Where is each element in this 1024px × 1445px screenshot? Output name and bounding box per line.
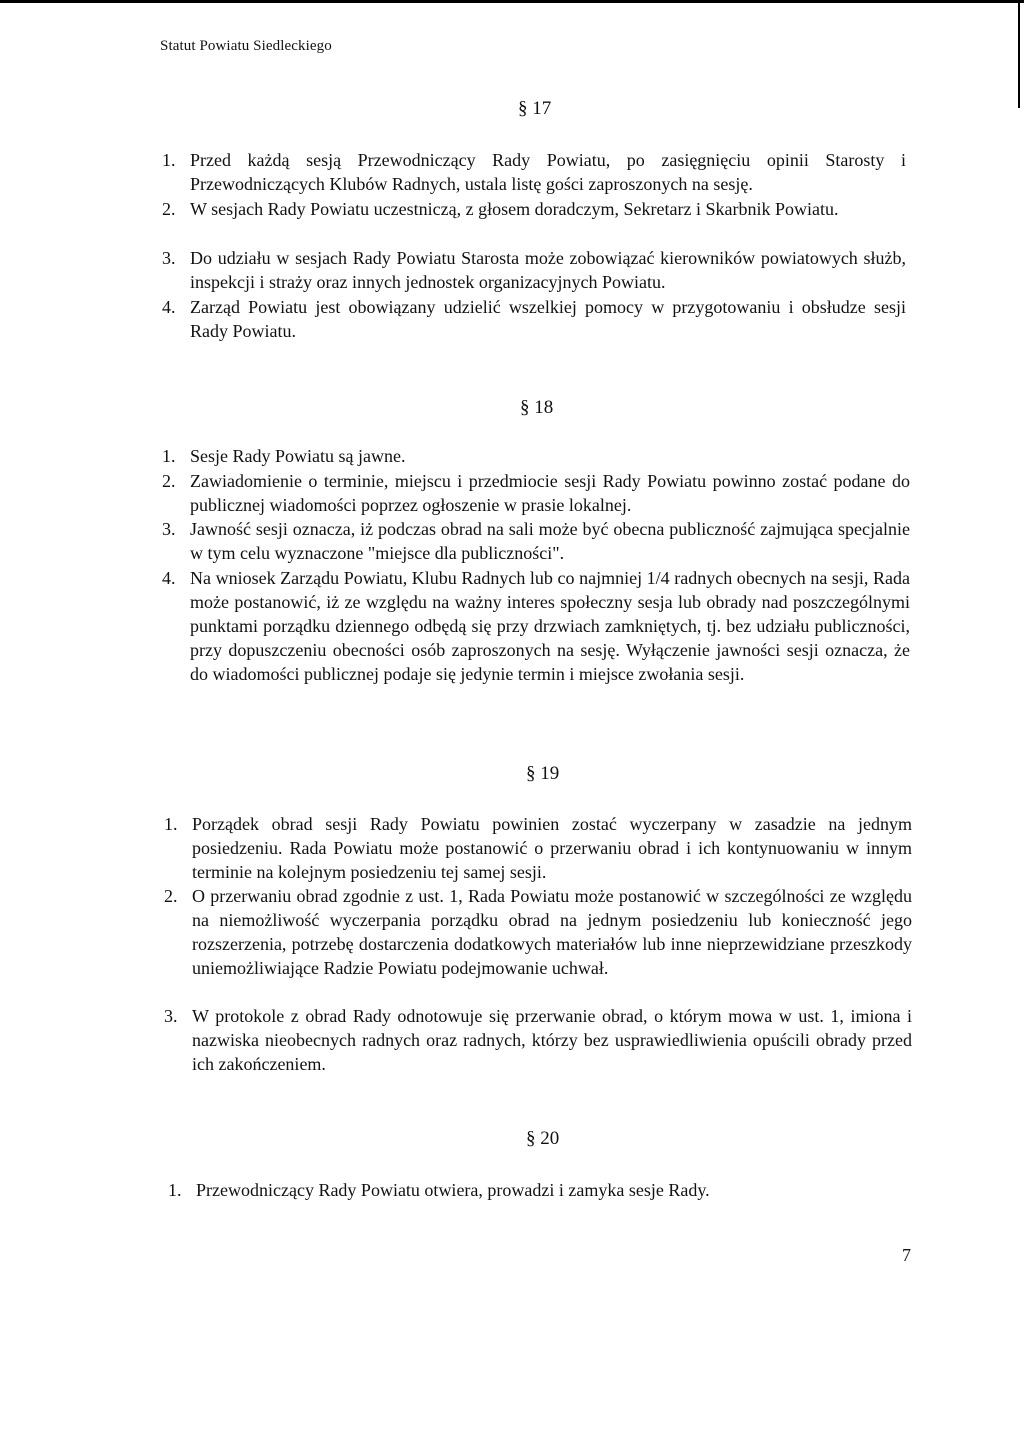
paragraph-number: 3. (164, 1006, 178, 1026)
section-title-20: § 20 (526, 1128, 560, 1149)
paragraph-number: 1. (164, 814, 178, 834)
section-title-17: § 17 (518, 98, 552, 119)
running-header: Statut Powiatu Siedleckiego (160, 38, 332, 54)
paragraph-text: Przed każdą sesją Przewodniczący Rady Powiatu, po zasięgnięciu opinii Starosty i Przewodniczących Klubów Radnych, ustala listę gości zaproszonych na sesję. (190, 150, 906, 194)
paragraph-text: Zawiadomienie o terminie, miejscu i przedmiocie sesji Rady Powiatu powinno zostać podane do publicznej wiadomości poprzez ogłoszenie w prasie lokalnej. (190, 471, 910, 515)
section-title-19: § 19 (526, 763, 560, 784)
scan-border-top (0, 0, 1024, 3)
paragraph-text: O przerwaniu obrad zgodnie z ust. 1, Rada Powiatu może postanowić w szczególności ze względu na niemożliwość wyczerpania porządku obrad na jednym posiedzeniu lub konieczność jego rozszerzenia, potrzebę dostarczenia dodatkowych materiałów lub inne nieprzewidziane przeszkody uniemożliwiające Radzie Powiatu podejmowanie uchwał. (192, 886, 912, 978)
paragraph-text: Jawność sesji oznacza, iż podczas obrad na sali może być obecna publiczność zajmująca specjalnie w tym celu wyznaczone "miejsce dla publiczności". (190, 519, 910, 563)
paragraph-text: W sesjach Rady Powiatu uczestniczą, z głosem doradczym, Sekretarz i Skarbnik Powiatu. (190, 199, 839, 219)
scan-border-right (1018, 0, 1020, 108)
paragraph-number: 2. (162, 471, 176, 491)
page-number: 7 (902, 1245, 911, 1265)
paragraph-text: Przewodniczący Rady Powiatu otwiera, prowadzi i zamyka sesje Rady. (196, 1180, 710, 1200)
paragraph-number: 1. (162, 446, 176, 466)
section-title-18: § 18 (520, 397, 554, 418)
paragraph-number: 2. (162, 199, 176, 219)
paragraph-number: 4. (162, 297, 176, 317)
paragraph-text: Na wniosek Zarządu Powiatu, Klubu Radnych lub co najmniej 1/4 radnych obecnych na sesji, Rada może postanowić, iż ze względu na ważny interes społeczny sesja lub obrady nad poszczególnymi punktami porządku dziennego odbędą się przy drzwiach zamkniętych, tj. bez udziału publiczności, przy dopuszczeniu obecności osób zaproszonych na sesję. Wyłączenie jawności sesji oznacza, że do wiadomości publicznej podaje się jedynie termin i miejsce zwołania sesji. (190, 568, 910, 684)
paragraph-text: Zarząd Powiatu jest obowiązany udzielić wszelkiej pomocy w przygotowaniu i obsłudze sesji Rady Powiatu. (190, 297, 906, 341)
paragraph-number: 1. (162, 150, 176, 170)
paragraph-number: 3. (162, 519, 176, 539)
paragraph-number: 4. (162, 568, 176, 588)
paragraph-text: Do udziału w sesjach Rady Powiatu Starosta może zobowiązać kierowników powiatowych służb, inspekcji i straży oraz innych jednostek organizacyjnych Powiatu. (190, 248, 906, 292)
paragraph-number: 2. (164, 886, 178, 906)
paragraph-text: Sesje Rady Powiatu są jawne. (190, 446, 406, 466)
paragraph-text: Porządek obrad sesji Rady Powiatu powinien zostać wyczerpany w zasadzie na jednym posiedzeniu. Rada Powiatu może postanowić o przerwaniu obrad i ich kontynuowaniu w innym terminie na kolejnym posiedzeniu tej samej sesji. (192, 814, 912, 882)
paragraph-number: 1. (168, 1180, 182, 1200)
paragraph-number: 3. (162, 248, 176, 268)
paragraph-text: W protokole z obrad Rady odnotowuje się przerwanie obrad, o którym mowa w ust. 1, imiona i nazwiska nieobecnych radnych oraz radnych, którzy bez usprawiedliwienia opuścili obrady przed ich zakończeniem. (192, 1006, 912, 1074)
